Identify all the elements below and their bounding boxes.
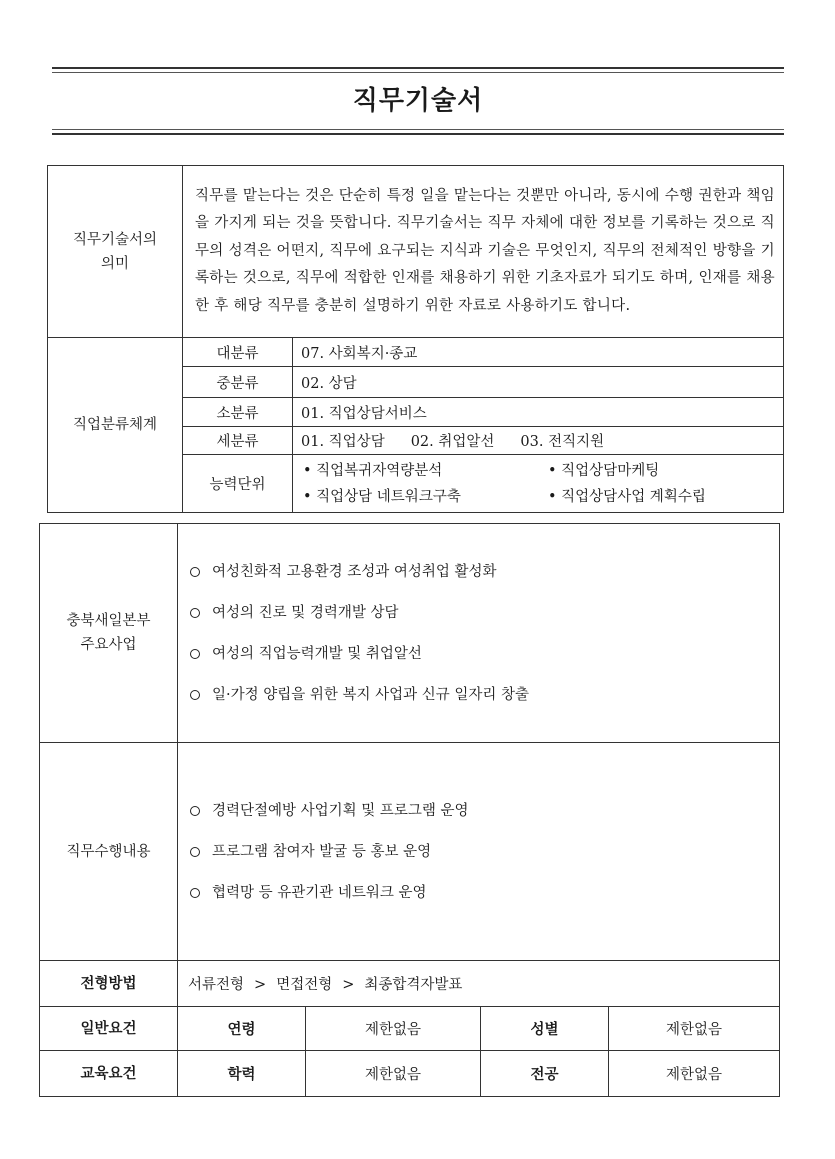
title-rule-top xyxy=(52,67,784,69)
list-item: 협력망 등 유관기관 네트워크 운영 xyxy=(190,882,778,904)
job-detail-table xyxy=(39,523,780,1097)
list-item: 프로그램 참여자 발굴 등 홍보 운영 xyxy=(190,841,778,863)
circle-bullet-icon xyxy=(190,649,200,659)
list-item: 여성의 직업능력개발 및 취업알선 xyxy=(190,643,778,665)
middle-category-value: 02. 상담 xyxy=(293,367,784,398)
meaning-text: 직무를 맡는다는 것은 단순히 특정 일을 맡는다는 것뿐만 아니라, 동시에 수행 권한과 책임을 가지게 되는 것을 뜻합니다. 직무기술서는 직무 자체에 대한 정보를 기록하는 것으로 직무의 성격은 어떤지, 직무에 요구되는 지식과 기술은 무엇인지, 직무의 전체적인 방향을 기록하는 것으로, 직무에 적합한 인재를 채용하기 위한 기초자료가 되기도 하며, 인재를 채용한 후 해당 직무를 충분히 설명하기 위한 자료로 사용하기도 합니다. xyxy=(183,166,784,338)
detail-value: 01. 직업상담 xyxy=(301,434,385,450)
circle-bullet-icon xyxy=(190,888,200,898)
classification-label: 직업분류체계 xyxy=(48,338,183,513)
selection-process xyxy=(178,961,780,1007)
degree-label: 학력 xyxy=(178,1051,306,1097)
duties-label: 직무수행내용 xyxy=(40,743,178,961)
detail-value: 02. 취업알선 xyxy=(410,434,495,450)
ability-unit: • 직업복귀자역량분석 xyxy=(303,462,443,479)
list-item: 여성친화적 고용환경 조성과 여성취업 활성화 xyxy=(190,561,778,583)
list-item: 여성의 진로 및 경력개발 상담 xyxy=(190,602,778,624)
selection-step: 면접전형 xyxy=(276,977,333,993)
major-category-value: 07. 사회복지·종교 xyxy=(293,338,784,367)
selection-label: 전형방법 xyxy=(40,961,178,1007)
ability-units-label: 능력단위 xyxy=(183,455,293,513)
step-separator: > xyxy=(342,977,355,993)
page-title: 직무기술서 xyxy=(352,86,484,116)
selection-step: 서류전형 xyxy=(188,977,245,993)
age-label: 연령 xyxy=(178,1007,306,1051)
detail-category-label: 세분류 xyxy=(183,427,293,455)
main-business-list xyxy=(178,524,780,743)
list-item: 경력단절예방 사업기획 및 프로그램 운영 xyxy=(190,800,778,822)
circle-bullet-icon xyxy=(190,608,200,618)
meaning-label: 직무기술서의 의미 xyxy=(48,166,183,338)
main-business-label: 충북새일본부 주요사업 xyxy=(40,524,178,743)
title-rule-top-inner xyxy=(52,72,784,73)
circle-bullet-icon xyxy=(190,806,200,816)
middle-category-label: 중분류 xyxy=(183,367,293,398)
field-of-study-label: 전공 xyxy=(481,1051,609,1097)
gender-label: 성별 xyxy=(481,1007,609,1051)
age-value: 제한없음 xyxy=(306,1007,481,1051)
ability-unit: • 직업상담 네트워크구축 xyxy=(303,488,461,505)
ability-unit: • 직업상담마케팅 xyxy=(548,462,660,479)
circle-bullet-icon xyxy=(190,567,200,577)
step-separator: > xyxy=(254,977,267,993)
duties-list xyxy=(178,743,780,961)
selection-step: 최종합격자발표 xyxy=(364,977,463,993)
circle-bullet-icon xyxy=(190,690,200,700)
ability-unit: • 직업상담사업 계획수립 xyxy=(548,488,706,505)
list-item: 일·가정 양립을 위한 복지 사업과 신규 일자리 창출 xyxy=(190,684,778,706)
detail-category-values xyxy=(293,427,784,455)
gender-value: 제한없음 xyxy=(609,1007,780,1051)
job-info-table xyxy=(47,165,784,513)
degree-value: 제한없음 xyxy=(306,1051,481,1097)
circle-bullet-icon xyxy=(190,847,200,857)
ability-units xyxy=(293,455,784,513)
education-requirements-label: 교육요건 xyxy=(40,1051,178,1097)
field-of-study-value: 제한없음 xyxy=(609,1051,780,1097)
major-category-label: 대분류 xyxy=(183,338,293,367)
title-rule-bottom xyxy=(52,133,784,135)
title-rule-bottom-inner xyxy=(52,129,784,130)
minor-category-label: 소분류 xyxy=(183,398,293,427)
detail-value: 03. 전직지원 xyxy=(520,434,605,450)
general-requirements-label: 일반요건 xyxy=(40,1007,178,1051)
minor-category-value: 01. 직업상담서비스 xyxy=(293,398,784,427)
